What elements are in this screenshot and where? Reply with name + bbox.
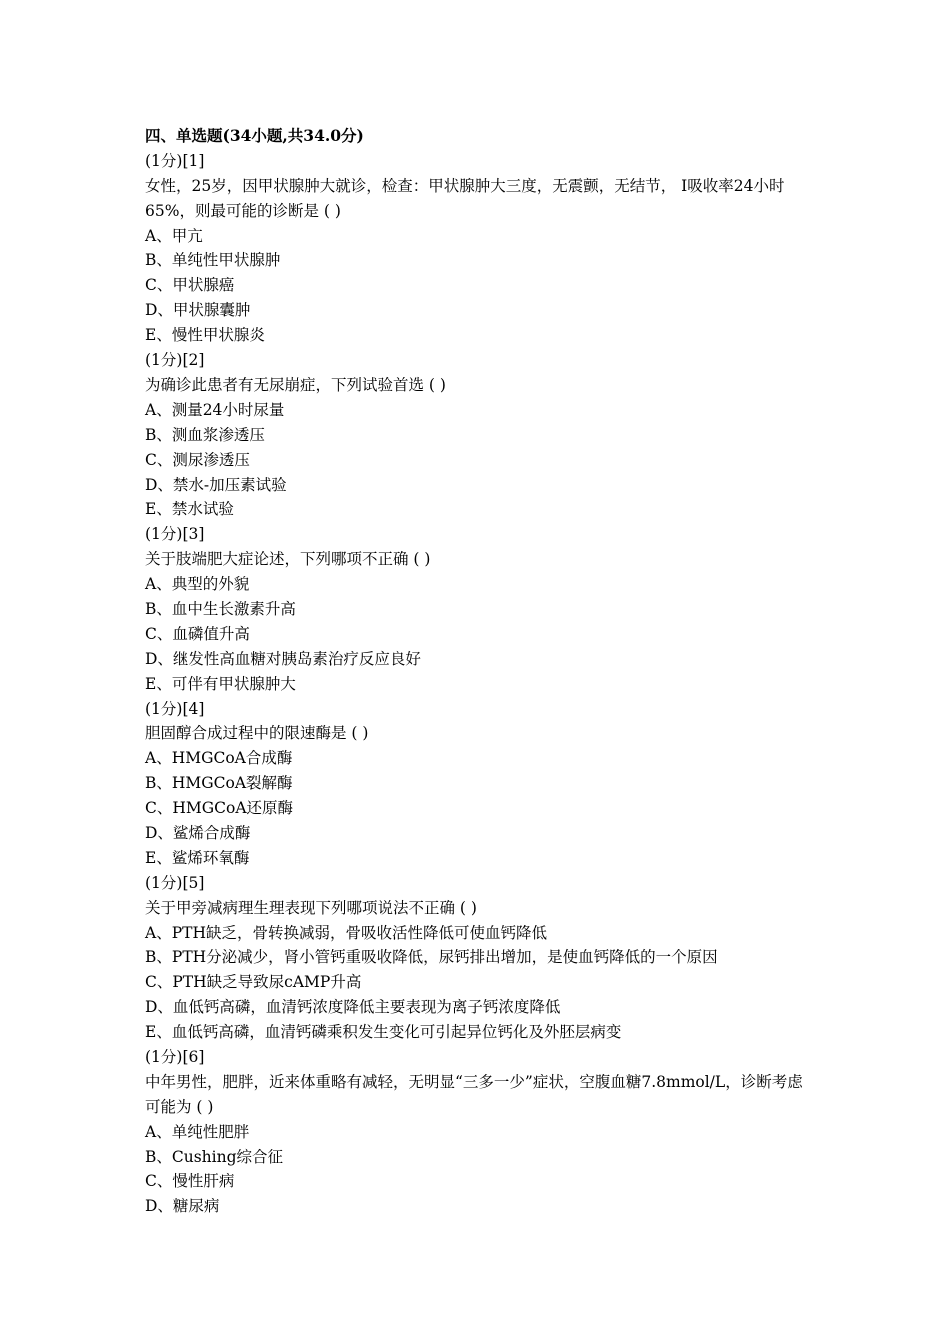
question-header: (1分)[6] bbox=[145, 1047, 205, 1066]
option-b: B、PTH分泌减少，肾小管钙重吸收降低，尿钙排出增加，是使血钙降低的一个原因 bbox=[145, 948, 718, 967]
option-a: A、测量24小时尿量 bbox=[145, 400, 285, 419]
question-5 bbox=[145, 871, 815, 1045]
option-d: D、糖尿病 bbox=[145, 1197, 220, 1216]
question-stem: 关于甲旁减病理生理表现下列哪项说法不正确 ( ) bbox=[145, 898, 477, 917]
question-stem: 关于肢端肥大症论述，下列哪项不正确 ( ) bbox=[145, 550, 431, 569]
question-header: (1分)[4] bbox=[145, 699, 205, 718]
document-page bbox=[145, 124, 815, 1219]
option-e: E、血低钙高磷，血清钙磷乘积发生变化可引起异位钙化及外胚层病变 bbox=[145, 1023, 622, 1042]
option-b: B、测血浆渗透压 bbox=[145, 425, 265, 444]
question-header: (1分)[2] bbox=[145, 351, 205, 370]
question-header: (1分)[5] bbox=[145, 873, 205, 892]
option-e: E、可伴有甲状腺肿大 bbox=[145, 674, 296, 693]
option-d: D、鲨烯合成酶 bbox=[145, 823, 251, 842]
question-header: (1分)[1] bbox=[145, 151, 205, 170]
option-e: E、慢性甲状腺炎 bbox=[145, 326, 265, 345]
option-b: B、Cushing综合征 bbox=[145, 1147, 284, 1166]
option-a: A、PTH缺乏，骨转换减弱，骨吸收活性降低可使血钙降低 bbox=[145, 923, 547, 942]
option-b: B、HMGCoA裂解酶 bbox=[145, 774, 293, 793]
option-a: A、典型的外貌 bbox=[145, 575, 250, 594]
question-stem: 为确诊此患者有无尿崩症，下列试验首选 ( ) bbox=[145, 375, 446, 394]
option-d: D、血低钙高磷，血清钙浓度降低主要表现为离子钙浓度降低 bbox=[145, 998, 561, 1017]
question-6 bbox=[145, 1045, 815, 1219]
option-a: A、单纯性肥胖 bbox=[145, 1122, 250, 1141]
question-1 bbox=[145, 149, 815, 348]
question-stem: 胆固醇合成过程中的限速酶是 ( ) bbox=[145, 724, 369, 743]
option-b: B、单纯性甲状腺肿 bbox=[145, 251, 281, 270]
question-header: (1分)[3] bbox=[145, 525, 205, 544]
question-4 bbox=[145, 697, 815, 871]
section-title: 四、单选题(34小题,共34.0分) bbox=[145, 126, 364, 145]
question-stem: 中年男性，肥胖，近来体重略有减轻，无明显“三多一少”症状，空腹血糖7.8mmol/L，诊断考虑可能为 ( ) bbox=[145, 1072, 803, 1116]
question-2 bbox=[145, 348, 815, 522]
question-3 bbox=[145, 522, 815, 696]
option-d: D、继发性高血糖对胰岛素治疗反应良好 bbox=[145, 649, 421, 668]
option-e: E、鲨烯环氧酶 bbox=[145, 848, 250, 867]
option-d: D、甲状腺囊肿 bbox=[145, 301, 251, 320]
option-c: C、慢性肝病 bbox=[145, 1172, 235, 1191]
option-c: C、甲状腺癌 bbox=[145, 276, 235, 295]
option-c: C、血磷值升高 bbox=[145, 624, 250, 643]
option-a: A、甲亢 bbox=[145, 226, 203, 245]
option-c: C、测尿渗透压 bbox=[145, 450, 250, 469]
option-d: D、禁水-加压素试验 bbox=[145, 475, 287, 494]
option-c: C、HMGCoA还原酶 bbox=[145, 799, 294, 818]
question-stem: 女性，25岁，因甲状腺肿大就诊，检查：甲状腺肿大三度，无震颤，无结节， I吸收率24小时65%，则最可能的诊断是 ( ) bbox=[145, 176, 785, 220]
option-c: C、PTH缺乏导致尿cAMP升高 bbox=[145, 973, 362, 992]
option-a: A、HMGCoA合成酶 bbox=[145, 749, 293, 768]
option-b: B、血中生长激素升高 bbox=[145, 599, 296, 618]
option-e: E、禁水试验 bbox=[145, 500, 234, 519]
